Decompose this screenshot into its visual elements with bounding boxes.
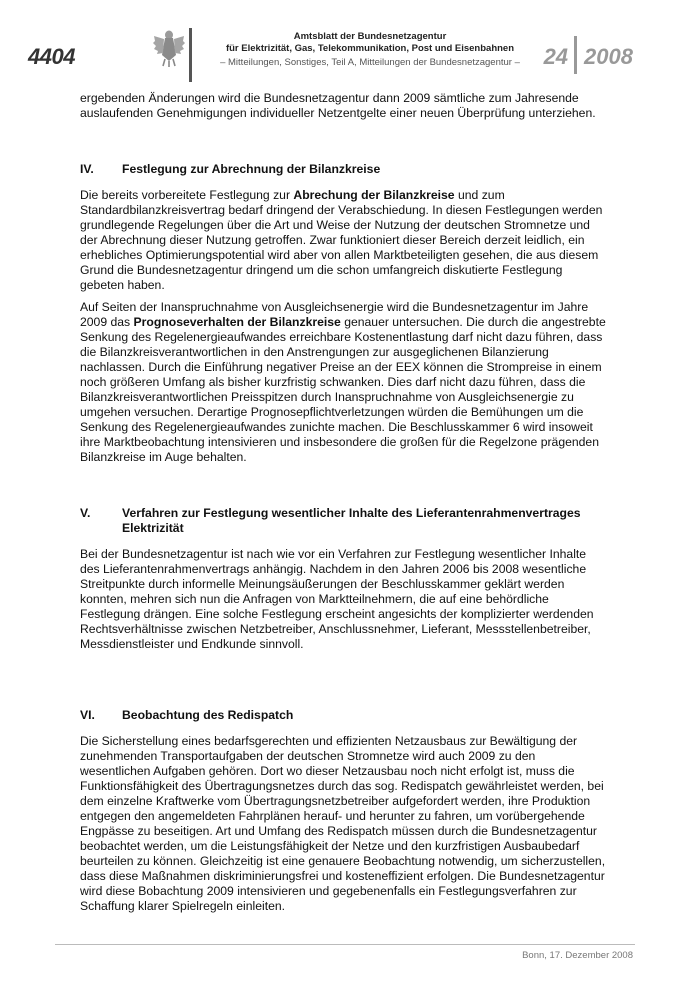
issue-divider bbox=[574, 36, 577, 74]
footer-place-date: Bonn, 17. Dezember 2008 bbox=[522, 950, 633, 961]
section-number: VI. bbox=[80, 708, 95, 722]
emphasis: Abrechung der Bilanzkreise bbox=[293, 188, 455, 202]
gazette-subtitle: für Elektrizität, Gas, Telekommunikation, Post und Eisenbahnen bbox=[225, 43, 515, 54]
issue-number: 24 bbox=[543, 44, 569, 69]
section-iv-paragraph-1: Die bereits vorbereitete Festlegung zur Abrechung der Bilanzkreise und zum Standardbilanzkreisvertrag bedarf dringend der Verabschiedung. In diesen Festlegungen werden grundlegende Regelungen über die Art und Weise der Nutzung der deutschen Stromnetze und der Abrechnung dieser Nutzung getroffen. Zwar funktioniert dieser Bereich derzeit leidlich, ein erhebliches Optimierungspotential wird aber von allen Marktbeteiligten gesehen, die aus diesem Grund die Bundesnetzagentur dringend um die schon umfangreich diskutierte Festlegung gebeten haben. bbox=[80, 188, 603, 292]
page-number: 4404 bbox=[28, 44, 75, 69]
header-title-block bbox=[200, 31, 540, 69]
issue-year: 2008 bbox=[584, 44, 633, 69]
federal-eagle-icon bbox=[152, 28, 186, 68]
section-title: Beobachtung des Redispatch bbox=[122, 708, 294, 722]
section-title: Verfahren zur Festlegung wesentlicher Inhalte des Lieferantenrahmenvertrages Elektrizität bbox=[122, 506, 581, 535]
section-title: Festlegung zur Abrechnung der Bilanzkreise bbox=[122, 162, 381, 176]
footer-divider bbox=[55, 944, 635, 945]
section-vi-paragraph-1: Die Sicherstellung eines bedarfsgerechten und effizienten Netzausbaus zur Bewältigung der zunehmenden Transportaufgaben der deutschen Stromnetze wird auch 2009 zu den wesentlichen Aufgaben gehören. Dort wo dieser Netzausbau noch nicht erfolgt ist, muss die Funktionsfähigkeit des Übertragungsnetzes durch das sog. Redispatch gewährleistet werden, bei dem einzelne Kraftwerke vom Übertragungsnetzbetreiber aufgefordert werden, ihre Produktion entgegen den angemeldeten Fahrplänen herauf- und herunter zu fahren, um vorübergehende Engpässe zu beseitigen. Art und Umfang des Redispatch müssen durch die Bundesnetzagentur beobachtet werden, um die Leistungsfähigkeit der Netze und den kurzfristigen Ausbaubedarf beurteilen zu können. Gleichzeitig ist eine genauere Beobachtung notwendig, um sicherzustellen, dass diese Maßnahmen diskriminierungsfrei und kosteneffizient erfolgen. Die Bundesnetzagentur wird diese Bobachtung 2009 intensivieren und gegebenenfalls ein Festlegungsverfahren zur Schaffung klarer Spielregeln einleiten. bbox=[80, 734, 606, 913]
intro-paragraph: ergebenden Änderungen wird die Bundesnetzagentur dann 2009 sämtliche zum Jahresende auslaufenden Genehmigungen individueller Netzentgelte einer neuen Überprüfung unterziehen. bbox=[80, 91, 596, 120]
emphasis: Prognoseverhalten der Bilanzkreise bbox=[133, 315, 341, 329]
header-divider bbox=[189, 28, 192, 82]
section-iv-heading bbox=[80, 162, 606, 177]
gazette-title: Amtsblatt der Bundesnetzagentur bbox=[293, 31, 447, 42]
gazette-section: – Mitteilungen, Sonstiges, Teil A, Mitteilungen der Bundesnetzagentur – bbox=[220, 57, 520, 68]
page-content bbox=[80, 91, 606, 921]
section-v-heading bbox=[80, 506, 606, 536]
section-iv-paragraph-2: Auf Seiten der Inanspruchnahme von Ausgleichsenergie wird die Bundesnetzagentur im Jahre 2009 das Prognoseverhalten der Bilanzkreise genauer untersuchen. Die durch die angestrebte Senkung des Regelenergieaufwandes erreichbare Kostenentlastung darf nicht dazu führen, dass die Bilanzkreisverantwortlichen in den Anstrengungen zur ausgeglichenen Bilanzierung nachlassen. Durch die Einführung negativer Preise an der EEX können die Strompreise in einem noch größeren Umfang als bisher kurzfristig schwanken. Dies darf nicht dazu führen, dass die Bilanzkreisverantwortlichen Preisspitzen durch Inanspruchnahme von Ausgleichsenergie zu umgehen versuchen. Derartige Prognosepflichtverletzungen würden die Bemühungen um die Senkung des Regelenergieaufwandes zunichte machen. Die Beschlusskammer 6 wird insoweit ihre Marktbeobachtung intensivieren und insbesondere die großen für die Regelzone prägenden Bilanzkreise im Auge behalten. bbox=[80, 300, 606, 464]
section-vi-heading bbox=[80, 708, 606, 723]
section-v-paragraph-1: Bei der Bundesnetzagentur ist nach wie vor ein Verfahren zur Festlegung wesentlicher Inhalte des Lieferantenrahmenvertrags anhängig. Nachdem in den Jahren 2006 bis 2008 wesentliche Streitpunkte durch informelle Meinungsäußerungen der Beschlusskammer geklärt werden konnten, mehren sich nun die Anfragen von Marktteilnehmern, die auf eine behördliche Festlegung drängen. Eine solche Festlegung erscheint angesichts der komplizierter werdenden Rechtsverhältnisse zwischen Netzbetreiber, Anschlussnehmer, Lieferant, Messstellenbetreiber, Messdienstleister und Endkunde sinnvoll. bbox=[80, 547, 594, 651]
section-number: V. bbox=[80, 506, 91, 520]
issue-indicator bbox=[544, 44, 633, 74]
section-number: IV. bbox=[80, 162, 94, 176]
